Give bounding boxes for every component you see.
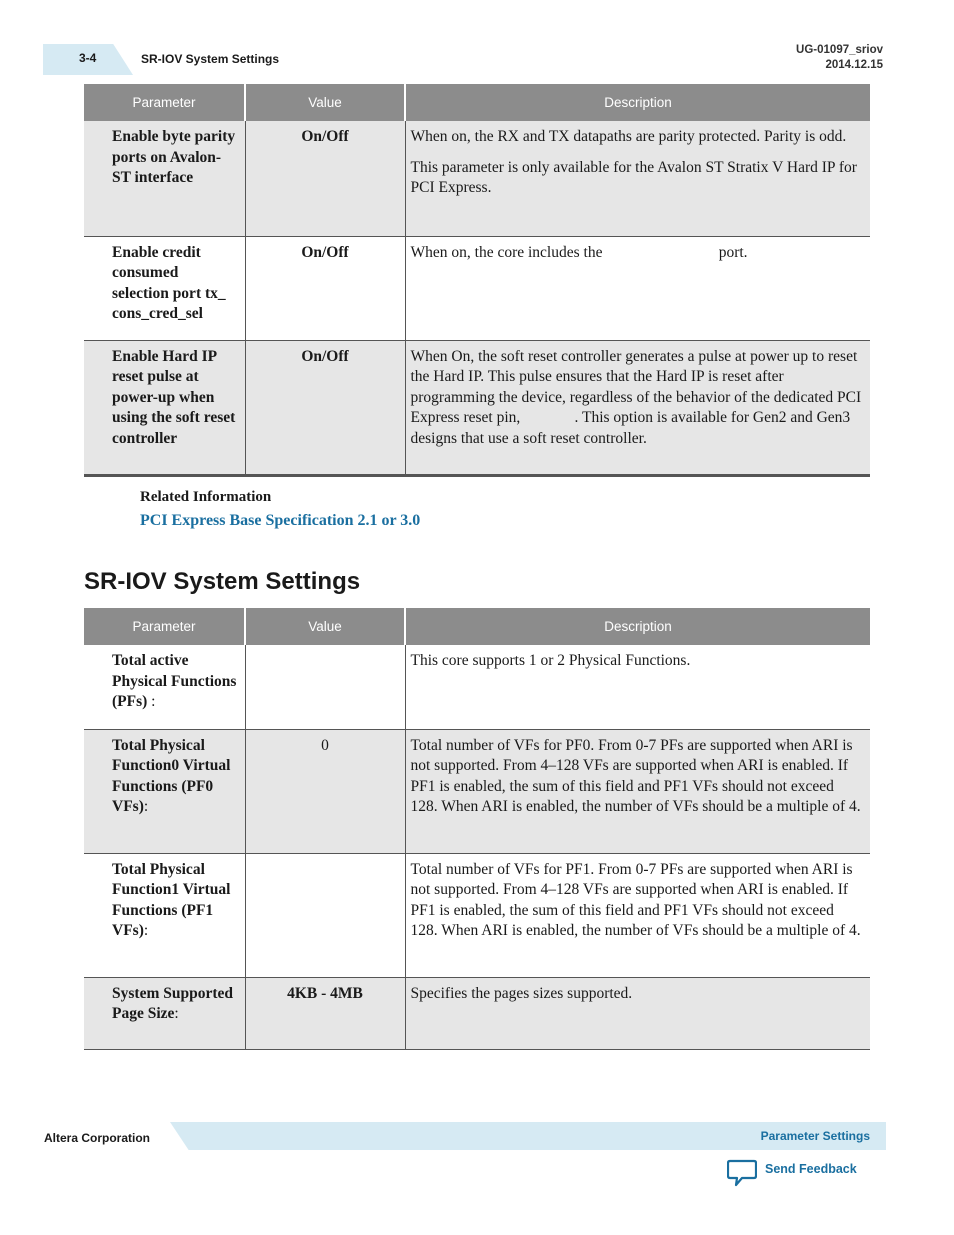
company-name: Altera Corporation	[44, 1131, 151, 1145]
param-cell	[84, 645, 245, 729]
parameter-table-1	[84, 84, 870, 477]
doc-date: 2014.12.15	[825, 59, 883, 71]
param-cell: Enable credit consumed selection port tx_ cons_cred_sel	[84, 236, 245, 340]
description-cell: Total number of VFs for PF1. From 0-7 PFs are supported when ARI is not supported. From 4–128 VFs are supported when ARI is enabled. If PF1 is enabled, the sum of this field and PF1 VFs should not exceed 128. When ARI is enabled, the number of VFs should be a multiple of 4.	[405, 853, 870, 977]
page-number: 3-4	[79, 51, 97, 65]
value-cell: On/Off	[245, 236, 405, 340]
header-value: Value	[245, 84, 405, 121]
chapter-link[interactable]: Parameter Settings	[760, 1129, 870, 1143]
value-cell: On/Off	[245, 340, 405, 475]
description-text: This parameter is only available for the Avalon ST Stratix V Hard IP for PCI Express.	[410, 158, 857, 197]
value-cell	[245, 853, 405, 977]
value-cell: 4KB - 4MB	[245, 977, 405, 1049]
running-header-title: SR-IOV System Settings	[141, 52, 280, 66]
section-heading: SR-IOV System Settings	[84, 568, 361, 595]
description-text: When on, the RX and TX datapaths are parity protected. Parity is odd.	[410, 128, 847, 145]
value-cell: On/Off	[245, 121, 405, 236]
param-suffix: :	[143, 922, 149, 940]
header-value: Value	[245, 608, 405, 645]
description-cell: Total number of VFs for PF0. From 0-7 PFs are supported when ARI is not supported. From 4–128 VFs are supported when ARI is enabled. If PF1 is enabled, the sum of this field and PF1 VFs should not exceed 128. When ARI is enabled, the number of VFs should be a multiple of 4.	[405, 729, 870, 853]
param-name: Total Physical Function1 Virtual Functions (PF1 VFs)	[112, 860, 231, 940]
send-feedback-link[interactable]: Send Feedback	[765, 1162, 857, 1176]
description-cell	[405, 236, 870, 340]
table-row	[84, 236, 870, 340]
param-suffix: :	[174, 1005, 179, 1023]
value-cell: 0	[245, 729, 405, 853]
table-row	[84, 729, 870, 853]
related-information-label: Related Information	[140, 489, 272, 505]
description-text: When on, the core includes the port.	[410, 243, 748, 261]
description-cell	[405, 340, 870, 475]
param-name: Total Physical Function0 Virtual Functions (PF0 VFs)	[112, 736, 231, 816]
table-header-row	[84, 608, 870, 645]
param-suffix: :	[143, 798, 149, 816]
description-cell	[405, 121, 870, 236]
description-cell: This core supports 1 or 2 Physical Functions.	[405, 645, 870, 729]
param-name: System Supported Page Size	[112, 984, 234, 1023]
param-name: Total active Physical Functions (PFs)	[112, 652, 237, 711]
doc-id: UG-01097_sriov	[796, 44, 883, 56]
doc-identifier	[796, 43, 883, 73]
table-row	[84, 853, 870, 977]
table-row	[84, 121, 870, 236]
related-information-link[interactable]: PCI Express Base Specification 2.1 or 3.0	[140, 512, 421, 529]
value-cell	[245, 645, 405, 729]
description-text: When On, the soft reset controller generates a pulse at power up to reset the Hard IP. This pulse ensures that the Hard IP is reset after programming the device, regardless of the behavior of the dedicated PCI Express reset pin, . This option is available for Gen2 and Gen3 designs that use a soft reset controller.	[410, 347, 866, 447]
param-cell	[84, 853, 245, 977]
param-cell: Enable Hard IP reset pulse at power-up when using the soft reset controller	[84, 340, 245, 475]
parameter-table-2	[84, 608, 870, 1050]
description-cell: Specifies the pages sizes supported.	[405, 977, 870, 1049]
header-description: Description	[405, 84, 870, 121]
speech-bubble-icon[interactable]	[727, 1159, 757, 1187]
table-row	[84, 645, 870, 729]
param-cell	[84, 977, 245, 1049]
header-description: Description	[405, 608, 870, 645]
param-cell: Enable byte parity ports on Avalon-ST interface	[84, 121, 245, 236]
header-parameter: Parameter	[84, 84, 245, 121]
header-parameter: Parameter	[84, 608, 245, 645]
table-row	[84, 340, 870, 475]
table-row	[84, 977, 870, 1049]
param-cell	[84, 729, 245, 853]
table-header-row	[84, 84, 870, 121]
param-suffix: :	[147, 693, 156, 711]
